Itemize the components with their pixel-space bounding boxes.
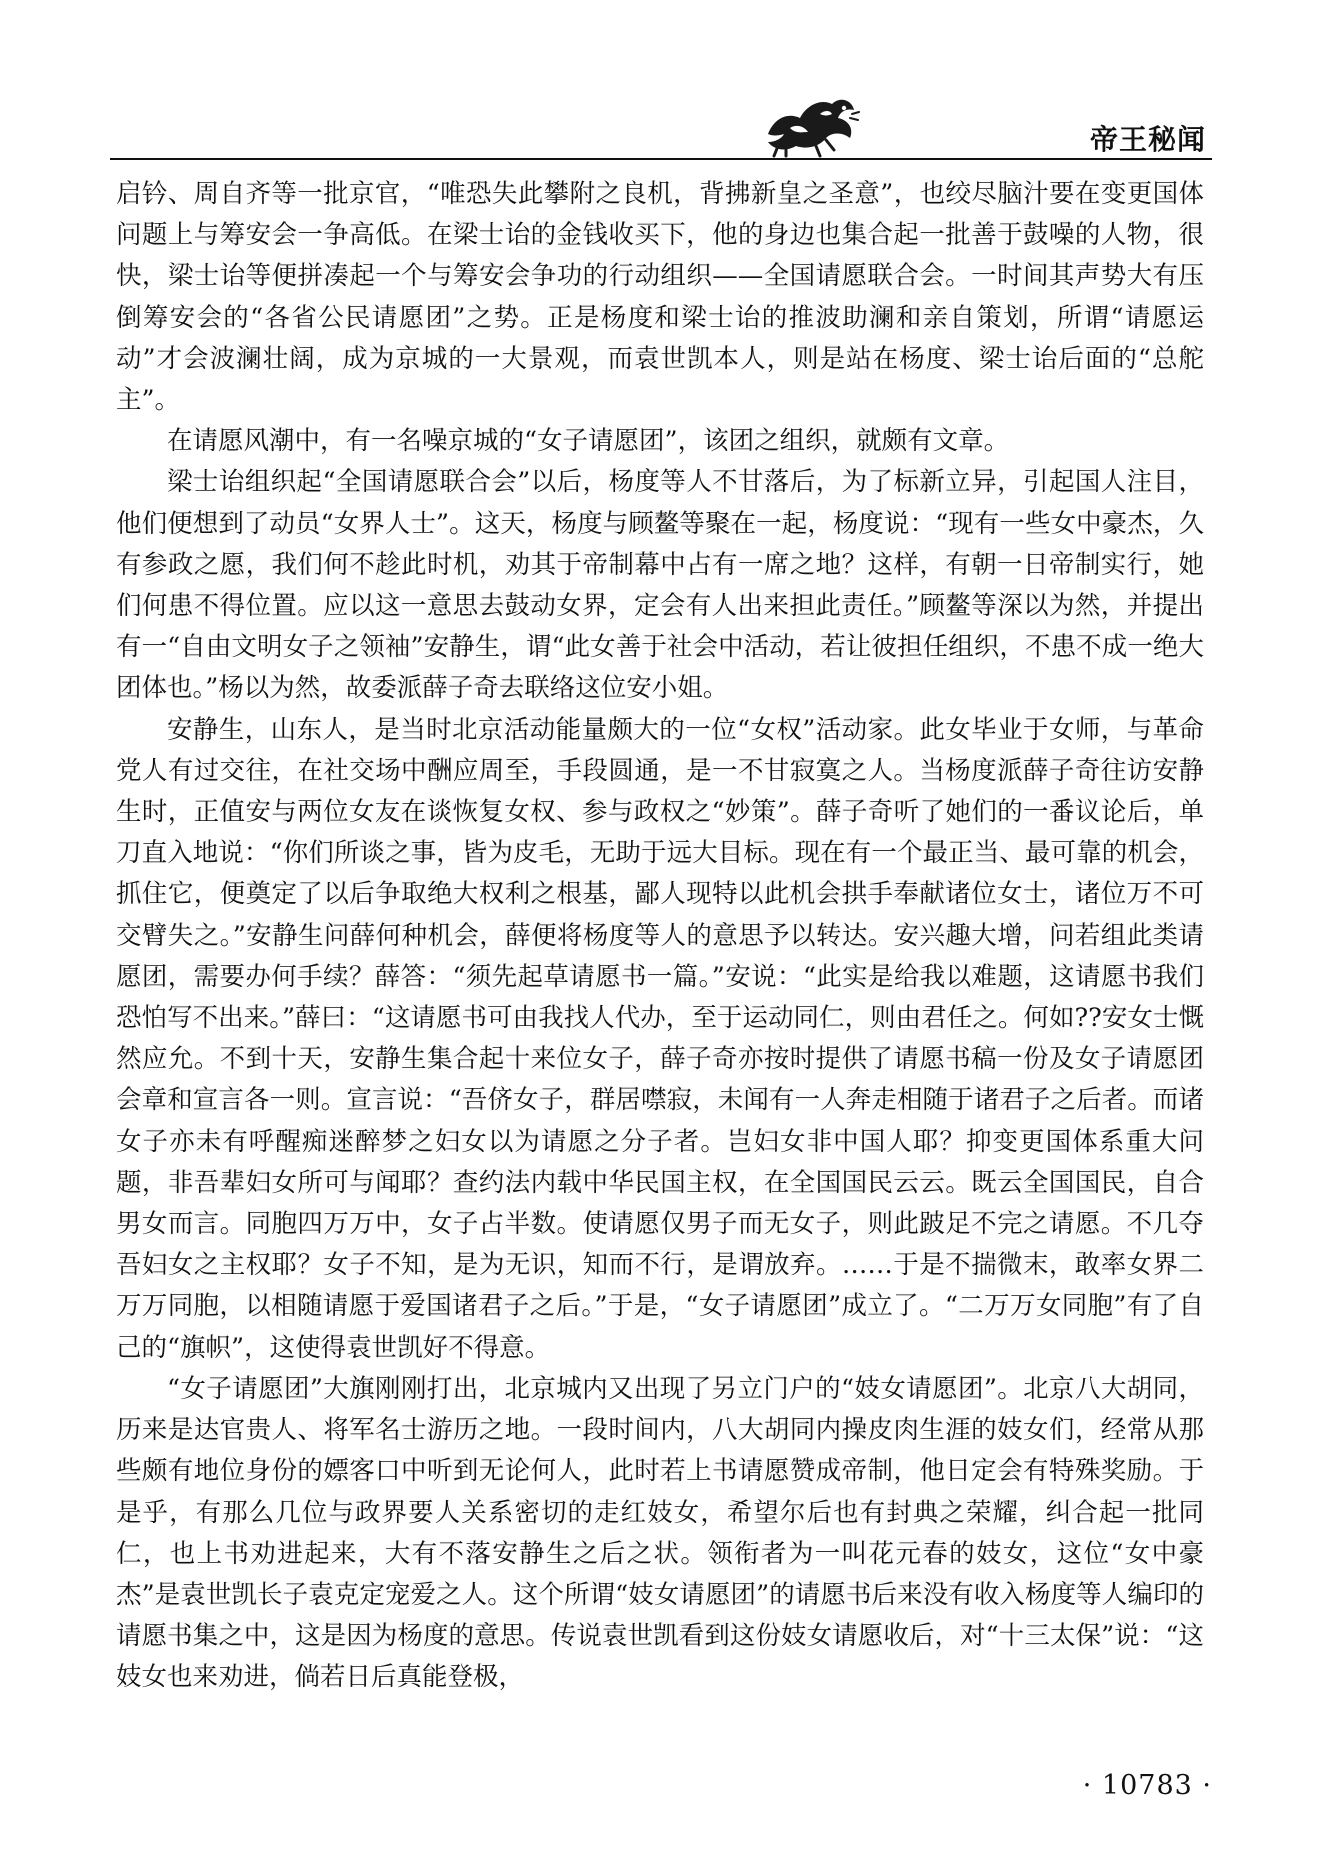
paragraph-3: 梁士诒组织起“全国请愿联合会”以后，杨度等人不甘落后，为了标新立异，引起国人注目，他们便想到了动员“女界人士”。这天，杨度与顾鳌等聚在一起，杨度说：“现有一些女中豪杰，久有参政之愿，我们何不趁此时机，劝其于帝制幕中占有一席之地？这样，有朝一日帝制实行，她们何患不得位置。应以这一意思去鼓动女界，定会有人出来担此责任。”顾鳌等深以为然，并提出有一“自由文明女子之领袖”安静生，谓“此女善于社会中活动，若让彼担任组织，不患不成一绝大团体也。”杨以为然，故委派薛子奇去联络这位安小姐。 — [116, 467, 1204, 704]
running-header — [110, 88, 1212, 160]
body-text — [116, 174, 1204, 1699]
paragraph-5: “女子请愿团”大旗刚刚打出，北京城内又出现了另立门户的“妓女请愿团”。北京八大胡同，历来是达官贵人、将军名士游历之地。一段时间内，八大胡同内操皮肉生涯的妓女们，经常从那些颇有地位身份的嫖客口中听到无论何人，此时若上书请愿赞成帝制，他日定会有特殊奖励。于是乎，有那么几位与政界要人关系密切的走红妓女，希望尔后也有封典之荣耀，纠合起一批同仁，也上书劝进起来，大有不落安静生之后之状。领衔者为一叫花元春的妓女，这位“女中豪杰”是袁世凯长子袁克定宠爱之人。这个所谓“妓女请愿团”的请愿书后来没有收入杨度等人编印的请愿书集之中，这是因为杨度的意思。传说袁世凯看到这份妓女请愿收后，对“十三太保”说：“这妓女也来劝进，倘若日后真能登极， — [116, 1373, 1204, 1693]
dragon-icon — [760, 88, 860, 158]
paragraph-4: 安静生，山东人，是当时北京活动能量颇大的一位“女权”活动家。此女毕业于女师，与革命党人有过交往，在社交场中酬应周至，手段圆通，是一不甘寂寞之人。当杨度派薛子奇往访安静生时，正值安与两位女友在谈恢复女权、参与政权之“妙策”。薛子奇听了她们的一番议论后，单刀直入地说：“你们所谈之事，皆为皮毛，无助于远大目标。现在有一个最正当、最可靠的机会，抓住它，便奠定了以后争取绝大权利之根基，鄙人现特以此机会拱手奉献诸位女士，诸位万不可交臂失之。”安静生问薛何种机会，薛便将杨度等人的意思予以转达。安兴趣大增，问若组此类请愿团，需要办何手续？薛答：“须先起草请愿书一篇。”安说：“此实是给我以难题，这请愿书我们恐怕写不出来。”薛曰：“这请愿书可由我找人代办，至于运动同仁，则由君任之。何如??安女士慨然应允。不到十天，安静生集合起十来位女子，薛子奇亦按时提供了请愿书稿一份及女子请愿团会章和宣言各一则。宣言说：“吾侪女子，群居噤寂，未闻有一人奔走相随于诸君子之后者。而诸女子亦未有呼醒痴迷醉梦之妇女以为请愿之分子者。岂妇女非中国人耶？抑变更国体系重大问题，非吾辈妇女所可与闻耶？查约法内载中华民国主权，在全国国民云云。既云全国国民，自合男女而言。同胞四万万中，女子占半数。使请愿仅男子而无女子，则此跛足不完之请愿。不几夺吾妇女之主权耶？女子不知，是为无识，知而不行，是谓放弃。……于是不揣微末，敢率女界二万万同胞，以相随请愿于爱国诸君子之后。”于是，“女子请愿团”成立了。“二万万女同胞”有了自己的“旗帜”，这使得袁世凯好不得意。 — [116, 714, 1204, 1363]
running-title: 帝王秘闻 — [1089, 123, 1206, 156]
paragraph-1: 启钤、周自齐等一批京官，“唯恐失此攀附之良机，背拂新皇之圣意”，也绞尽脑汁要在变更国体问题上与筹安会一争高低。在梁士诒的金钱收买下，他的身边也集合起一批善于鼓噪的人物，很快，梁士诒等便拼凑起一个与筹安会争功的行动组织——全国请愿联合会。一时间其声势大有压倒筹安会的“各省公民请愿团”之势。正是杨度和梁士诒的推波助澜和亲自策划，所谓“请愿运动”才会波澜壮阔，成为京城的一大景观，而袁世凯本人，则是站在杨度、梁士诒后面的“总舵主”。 — [116, 179, 1204, 416]
header-rule — [110, 158, 1212, 160]
paragraph-2: 在请愿风潮中，有一名噪京城的“女子请愿团”，该团之组织，就颇有文章。 — [167, 426, 1010, 457]
page-number: · 10783 · — [1082, 1770, 1212, 1801]
